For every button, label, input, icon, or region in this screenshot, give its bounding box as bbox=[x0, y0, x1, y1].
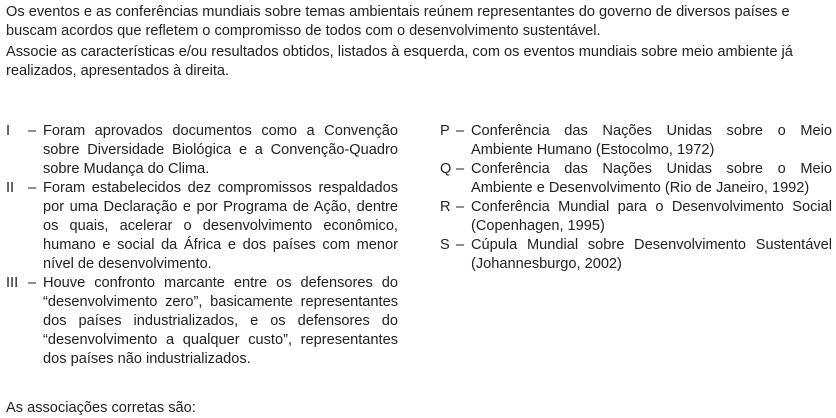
item-dash: – bbox=[456, 237, 465, 253]
item-text: Houve confronto marcante entre os defensores do “desenvolvimento zero”, basicamente representantes dos países industrializados, e os defensores do “desenvolvimento a qualquer custo”, representantes dos países não industrializados. bbox=[43, 275, 398, 367]
item-letter: P bbox=[440, 123, 450, 139]
characteristic-item-ii bbox=[6, 179, 398, 274]
item-text: Cúpula Mundial sobre Desenvolvimento Sustentável (Johannesburgo, 2002) bbox=[471, 237, 832, 272]
question-page bbox=[6, 3, 832, 416]
item-numeral: I bbox=[6, 123, 11, 139]
question-intro bbox=[6, 3, 832, 81]
intro-paragraph-2: Associe as características e/ou resultados obtidos, listados à esquerda, com os eventos mundiais sobre meio ambiente já realizados, apresentados à direita. bbox=[6, 44, 793, 79]
event-item-s bbox=[440, 236, 832, 274]
item-letter: R bbox=[440, 199, 451, 215]
item-dash: – bbox=[456, 161, 465, 177]
item-dash: – bbox=[28, 275, 37, 291]
item-numeral: II bbox=[6, 180, 15, 196]
item-text: Conferência das Nações Unidas sobre o Meio Ambiente e Desenvolvimento (Rio de Janeiro, 1992) bbox=[471, 161, 832, 196]
item-text: Foram aprovados documentos como a Convenção sobre Diversidade Biológica e a Convenção-Quadro sobre Mudança do Clima. bbox=[43, 123, 398, 177]
item-dash: – bbox=[456, 123, 465, 139]
item-numeral: III bbox=[6, 275, 19, 291]
characteristic-item-i bbox=[6, 122, 398, 179]
item-text: Foram estabelecidos dez compromissos respaldados por uma Declaração e por Programa de Ação, dentre os quais, acelerar o desenvolvimento econômico, humano e social da África e dos países com menor nível de desenvolvimento. bbox=[43, 180, 398, 272]
event-item-r bbox=[440, 198, 832, 236]
events-list bbox=[440, 122, 832, 274]
event-item-q bbox=[440, 160, 832, 198]
event-item-p bbox=[440, 122, 832, 160]
item-letter: S bbox=[440, 237, 450, 253]
item-dash: – bbox=[456, 199, 465, 215]
characteristics-list bbox=[6, 122, 398, 369]
characteristic-item-iii bbox=[6, 274, 398, 369]
item-text: Conferência das Nações Unidas sobre o Meio Ambiente Humano (Estocolmo, 1972) bbox=[471, 123, 832, 158]
item-text: Conferência Mundial para o Desenvolvimento Social (Copenhagen, 1995) bbox=[471, 199, 832, 234]
item-letter: Q bbox=[440, 161, 452, 177]
item-dash: – bbox=[28, 123, 37, 139]
intro-paragraph-1: Os eventos e as conferências mundiais sobre temas ambientais reúnem representantes do governo de diversos países e buscam acordos que refletem o compromisso de todos com o desenvolvimento sustentável. bbox=[6, 4, 790, 39]
item-dash: – bbox=[28, 180, 37, 196]
closing-prompt: As associações corretas são: bbox=[6, 400, 196, 416]
